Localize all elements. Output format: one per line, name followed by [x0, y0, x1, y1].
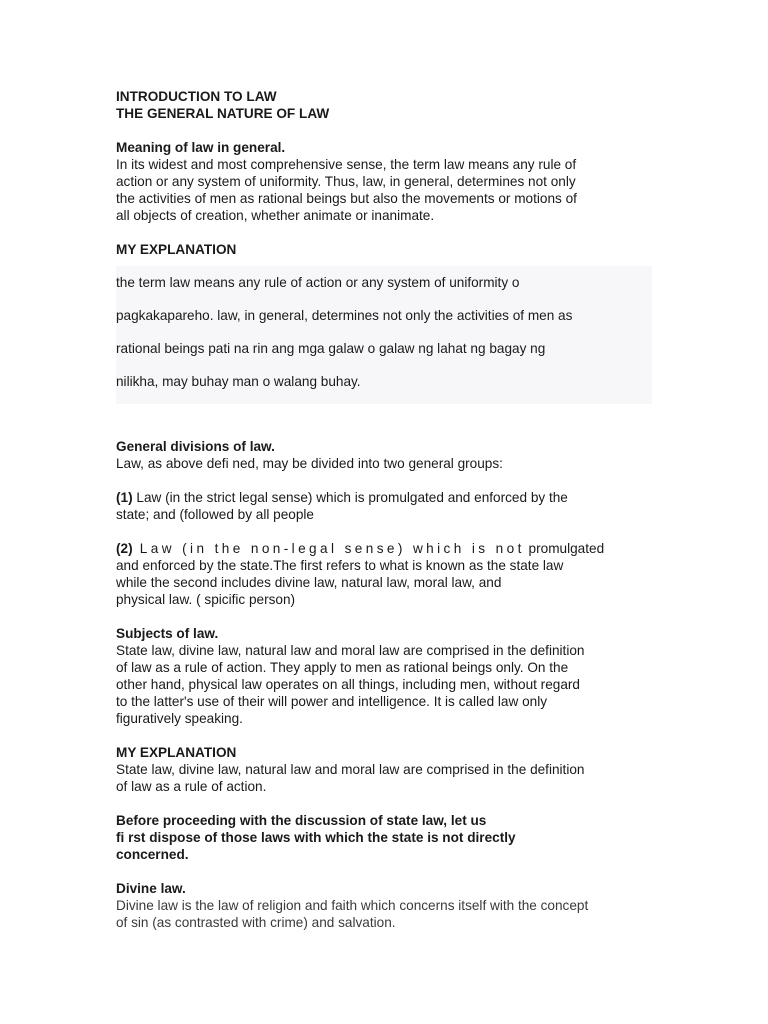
document-subtitle: THE GENERAL NATURE OF LAW: [116, 106, 330, 121]
explanation-paragraph: [116, 761, 656, 795]
subjects-paragraph: [116, 642, 656, 727]
subjects-line: State law, divine law, natural law and moral law are comprised in the definition: [116, 643, 585, 658]
explanation-line: the term law means any rule of action or any system of uniformity o: [116, 275, 520, 290]
meaning-heading: Meaning of law in general.: [116, 140, 286, 155]
division-item-1: [116, 489, 656, 523]
item-text: physical law. ( spicific person): [116, 592, 296, 607]
meaning-paragraph: [116, 156, 656, 224]
item-number: (1): [116, 490, 133, 505]
subjects-line: to the latter's use of their will power and intelligence. It is called law only: [116, 694, 548, 709]
explanation-line: nilikha, may buhay man o walang buhay.: [116, 374, 361, 389]
subjects-heading: Subjects of law.: [116, 626, 219, 641]
explanation-line: rational beings pati na rin ang mga galaw o galaw ng lahat ng bagay ng: [116, 341, 546, 356]
item-text: Law (in the strict legal sense) which is promulgated and enforced by the: [132, 490, 568, 505]
meaning-line: In its widest and most comprehensive sense, the term law means any rule of: [116, 157, 577, 172]
divine-line: Divine law is the law of religion and faith which concerns itself with the concept: [116, 898, 589, 913]
explanation-line: pagkakapareho. law, in general, determines not only the activities of men as: [116, 308, 573, 323]
item-text: state; and (followed by all people: [116, 507, 314, 522]
before-line: Before proceeding with the discussion of state law, let us: [116, 813, 487, 828]
meaning-line: all objects of creation, whether animate or inanimate.: [116, 208, 435, 223]
document-page: [116, 88, 656, 931]
item-text-spaced: Law (in the non-legal sense) which is not: [132, 541, 525, 556]
item-text: and enforced by the state.The first refers to what is known as the state law: [116, 558, 564, 573]
subjects-line: other hand, physical law operates on all things, including men, without regard: [116, 677, 580, 692]
item-text: while the second includes divine law, natural law, moral law, and: [116, 575, 502, 590]
item-number: (2): [116, 541, 133, 556]
divine-heading: Divine law.: [116, 881, 186, 896]
explanation-line: State law, divine law, natural law and moral law are comprised in the definition: [116, 762, 585, 777]
meaning-line: the activities of men as rational beings but also the movements or motions of: [116, 191, 577, 206]
divine-paragraph: [116, 897, 656, 931]
document-title: INTRODUCTION TO LAW: [116, 89, 277, 104]
before-line: fi rst dispose of those laws with which the state is not directly: [116, 830, 516, 845]
divine-line: of sin (as contrasted with crime) and salvation.: [116, 915, 396, 930]
before-proceeding-paragraph: [116, 812, 656, 863]
meaning-line: action or any system of uniformity. Thus, law, in general, determines not only: [116, 174, 576, 189]
item-text: promulgated: [524, 541, 605, 556]
subjects-line: figuratively speaking.: [116, 711, 243, 726]
explanation-box: [116, 266, 652, 404]
divisions-intro: Law, as above defi ned, may be divided into two general groups:: [116, 456, 503, 471]
division-item-2: [116, 540, 656, 608]
divisions-heading: General divisions of law.: [116, 439, 275, 454]
explanation-line: of law as a rule of action.: [116, 779, 267, 794]
explanation-heading: MY EXPLANATION: [116, 745, 237, 760]
subjects-line: of law as a rule of action. They apply to men as rational beings only. On the: [116, 660, 569, 675]
before-line: concerned.: [116, 847, 189, 862]
explanation-heading: MY EXPLANATION: [116, 242, 237, 257]
